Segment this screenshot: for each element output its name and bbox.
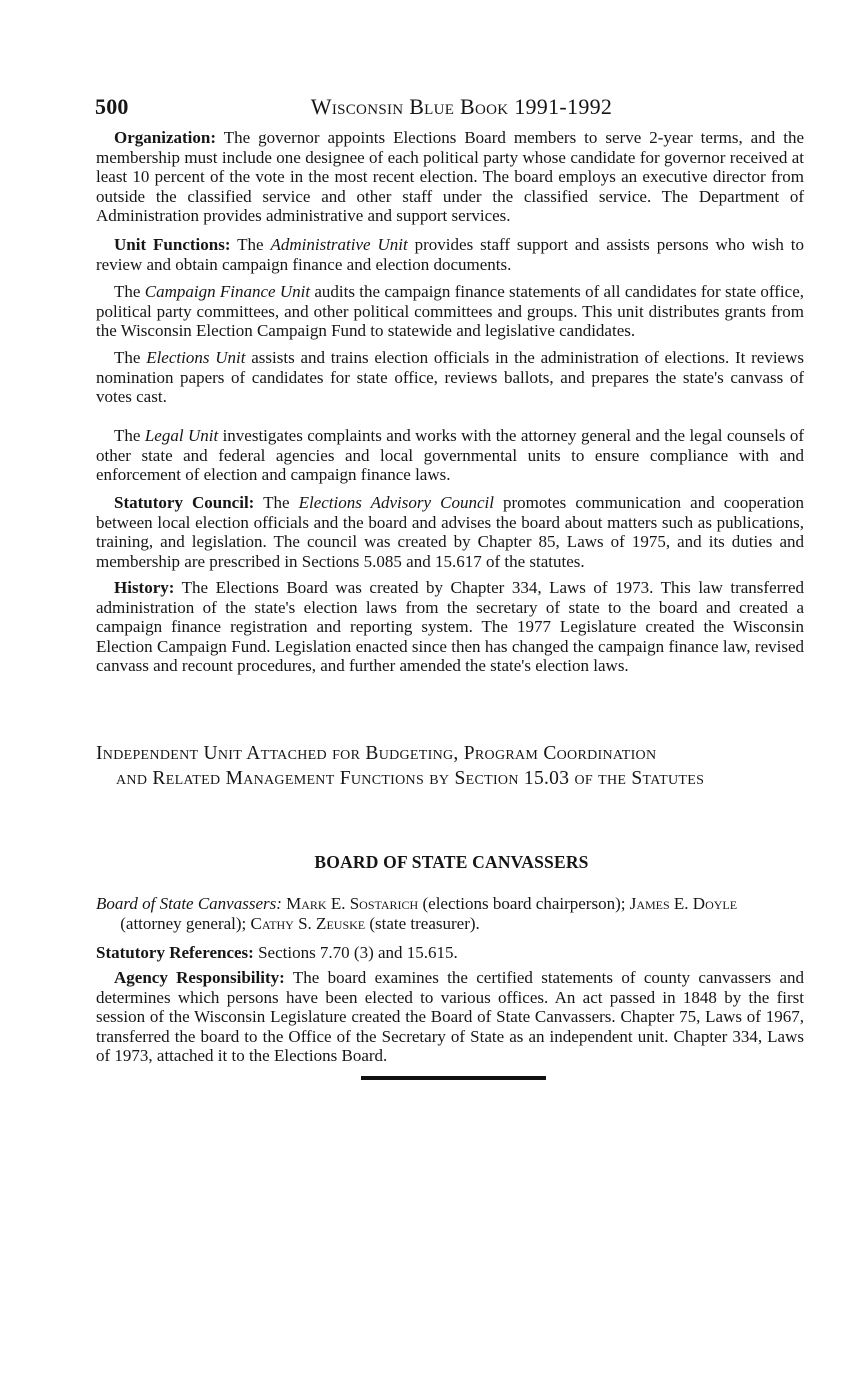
campaign-finance-unit-name: Campaign Finance Unit	[144, 282, 311, 301]
organization-label: Organization:	[114, 128, 216, 147]
legal-unit-pre: The	[114, 426, 145, 445]
elections-unit-pre: The	[114, 348, 147, 367]
legal-unit-name: Legal Unit	[144, 426, 219, 445]
independent-unit-heading-line1: Independent Unit Attached for Budgeting, Program Coordination	[96, 743, 657, 764]
organization-paragraph	[96, 128, 804, 226]
section-end-rule	[361, 1076, 546, 1080]
board-of-state-canvassers-title	[0, 852, 859, 873]
statutory-council-label: Statutory Council:	[114, 493, 255, 512]
history-label: History:	[114, 578, 175, 597]
member-zeuske-role: (state treasurer).	[365, 913, 480, 933]
campaign-finance-pre: The	[114, 282, 145, 301]
history-paragraph	[96, 578, 804, 676]
statutory-references-paragraph	[96, 943, 804, 963]
unit-functions-text-pre: The	[230, 235, 271, 254]
running-head	[0, 94, 859, 120]
statutory-council-text: promotes communication and cooperation between local election officials and the board and advises the board about matters such as publications, training, and legislation. The council was created by Chapter 85, Laws of 1975, and its duties and membership are prescribed in Sections 5.085 and 15.617 of the statutes.	[96, 493, 804, 571]
independent-unit-heading	[96, 741, 808, 791]
member-sostarich: Mark E. Sostarich	[286, 894, 419, 913]
page-number: 500	[95, 94, 129, 119]
administrative-unit-name: Administrative Unit	[270, 235, 408, 254]
statutory-council-pre: The	[254, 493, 299, 512]
legal-unit-text: investigates complaints and works with the attorney general and the legal counsels of other state and federal agencies and local governmental units to ensure compliance with and enforcement of election and campaign finance laws.	[96, 426, 804, 485]
statutory-references-text: Sections 7.70 (3) and 15.615.	[253, 943, 458, 962]
agency-responsibility-paragraph	[96, 968, 804, 1066]
history-text: The Elections Board was created by Chapter 334, Laws of 1973. This law transferred administration of the state's election laws from the secretary of state to the board and created a campaign finance registration and reporting system. The 1977 Legislature created the Wisconsin Election Campaign Fund. Legislation enacted since then has changed the campaign finance law, revised canvass and recount procedures, and further amended the state's election laws.	[96, 578, 804, 676]
elections-unit-paragraph	[96, 348, 804, 407]
agency-responsibility-label: Agency Responsibility:	[114, 968, 285, 987]
elections-advisory-council-name: Elections Advisory Council	[298, 493, 494, 512]
statutory-council-paragraph	[96, 493, 804, 571]
independent-unit-heading-line2: and Related Management Functions by Section 15.03 of the Statutes	[116, 768, 705, 789]
unit-functions-label: Unit Functions:	[114, 235, 231, 254]
organization-text: The governor appoints Elections Board members to serve 2-year terms, and the membership must include one designee of each political party whose candidate for governor received at least 10 percent of the vote in the most recent election. The board employs an executive director from outside the classified service and other staff under the classified service. The Department of Administration provides administrative and support services.	[96, 128, 804, 226]
board-of-state-canvassers-title-text: BOARD OF STATE CANVASSERS	[314, 852, 589, 872]
elections-unit-name: Elections Unit	[146, 348, 246, 367]
canvassers-members-label: Board of State Canvassers:	[96, 894, 282, 913]
unit-functions-paragraph	[96, 235, 804, 274]
campaign-finance-unit-text: audits the campaign finance statements of all candidates for state office, political party committees, and other political committees and groups. This unit distributes grants from the Wisconsin Election Campaign Fund to statewide and legislative candidates.	[96, 282, 805, 341]
campaign-finance-unit-paragraph	[96, 282, 804, 341]
administrative-unit-text: provides staff support and assists persons who wish to review and obtain campaign finance and election documents.	[96, 235, 805, 274]
agency-responsibility-text: The board examines the certified statements of county canvassers and determines which persons have been elected to various offices. An act passed in 1848 by the first session of the Wisconsin Legislature created the Board of State Canvassers. Chapter 75, Laws of 1967, transferred the board to the Office of the Secretary of State as an independent unit. Chapter 334, Laws of 1973, attached it to the Elections Board.	[96, 968, 804, 1066]
member-sostarich-role: (elections board chairperson);	[418, 894, 630, 913]
legal-unit-paragraph	[96, 426, 804, 485]
member-doyle: James E. Doyle	[629, 894, 738, 913]
elections-unit-text: assists and trains election officials in the administration of elections. It reviews nomination papers of candidates for state office, reviews ballots, and prepares the state's canvass of votes cast.	[96, 348, 804, 407]
statutory-references-label: Statutory References:	[96, 943, 254, 962]
canvassers-members-paragraph	[96, 894, 804, 933]
member-doyle-role: (attorney general);	[116, 913, 251, 933]
member-zeuske: Cathy S. Zeuske	[250, 913, 366, 933]
running-head-text: Wisconsin Blue Book 1991-1992	[310, 94, 613, 119]
